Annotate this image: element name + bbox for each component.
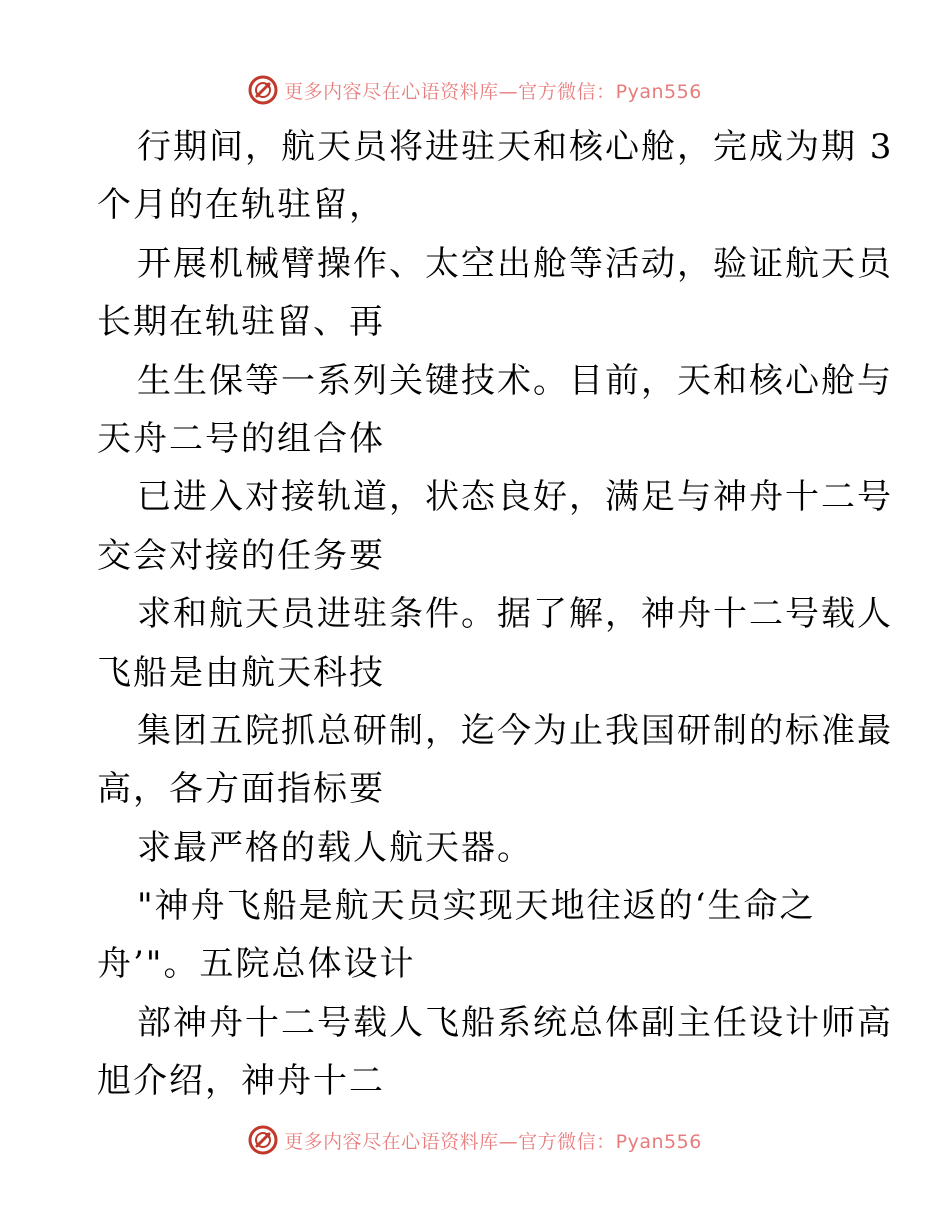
body-line-10: 飞船是由航天科技 xyxy=(97,652,385,693)
body-line-7: 已进入对接轨道，状态良好，满足与神舟十二号 xyxy=(137,477,893,518)
body-line-13: 求最严格的载人航天器。 xyxy=(137,827,533,868)
body-line-15: 舟’"。五院总体设计 xyxy=(97,944,416,985)
body-line-1: 行期间，航天员将进驻天和核心舱，完成为期 3 xyxy=(137,127,894,167)
footer-banner-text: 更多内容尽在心语资料库—官方微信：Pyan556 xyxy=(284,1130,702,1153)
body-line-17: 旭介绍，神舟十二 xyxy=(97,1061,385,1102)
document-body xyxy=(97,118,894,1111)
footer-banner xyxy=(0,1120,950,1160)
body-line-8: 交会对接的任务要 xyxy=(97,535,385,576)
logo-icon xyxy=(248,1125,278,1155)
body-line-12: 高，各方面指标要 xyxy=(97,769,385,810)
body-line-3: 开展机械臂操作、太空出舱等活动，验证航天员 xyxy=(137,243,893,284)
body-line-14: "神舟飞船是航天员实现天地往返的‘生命之 xyxy=(137,886,816,927)
header-banner-text: 更多内容尽在心语资料库—官方微信：Pyan556 xyxy=(284,80,702,103)
body-line-11: 集团五院抓总研制，迄今为止我国研制的标准最 xyxy=(137,710,893,751)
body-line-6: 天舟二号的组合体 xyxy=(97,418,385,459)
body-line-16: 部神舟十二号载人飞船系统总体副主任设计师高 xyxy=(137,1002,893,1043)
body-line-9: 求和航天员进驻条件。据了解，神舟十二号载人 xyxy=(137,594,893,635)
body-line-5: 生生保等一系列关键技术。目前，天和核心舱与 xyxy=(137,360,893,401)
body-line-4: 长期在轨驻留、再 xyxy=(97,302,385,343)
header-banner xyxy=(0,70,950,110)
body-line-2: 个月的在轨驻留， xyxy=(97,185,385,226)
logo-icon xyxy=(248,75,278,105)
